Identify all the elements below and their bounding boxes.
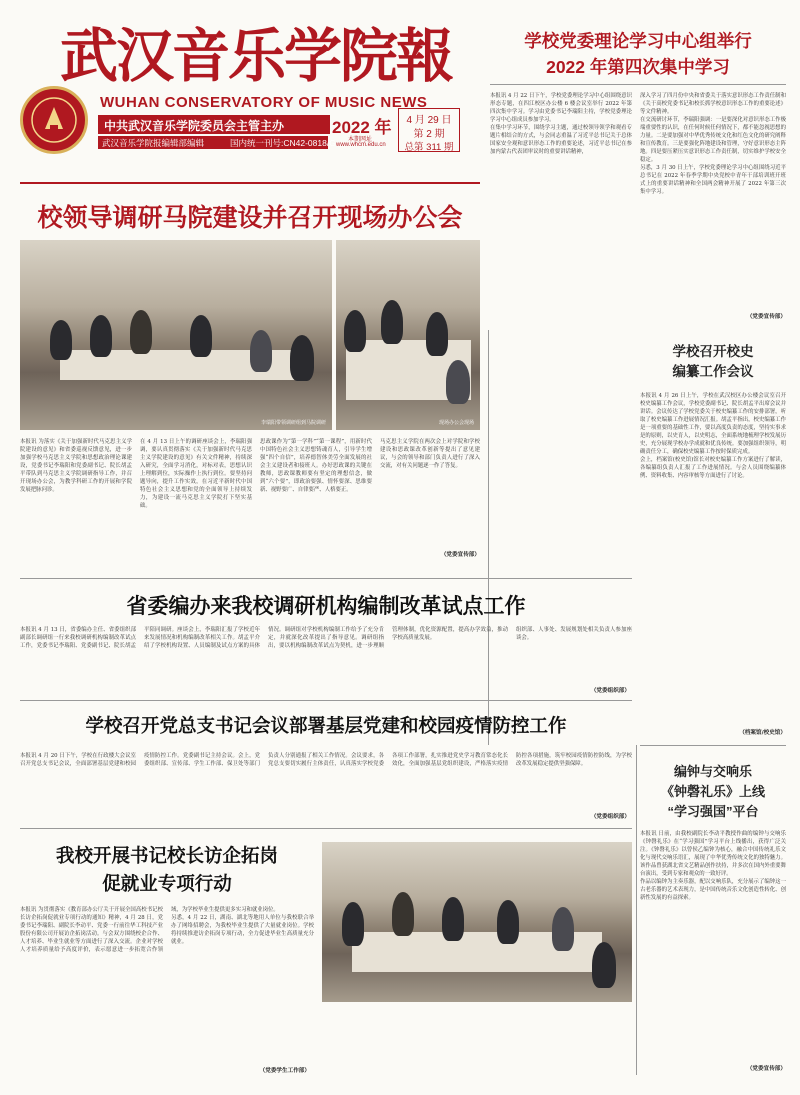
info-bar bbox=[98, 136, 336, 149]
article2-headline: 省委编办来我校调研机构编制改革试点工作 bbox=[126, 593, 526, 618]
article4-text: 本报讯 为贯彻落实《教育部办公厅关于开展全国高校书记校长访企拓岗促就业专项行动的通知》精神，4 月 28 日，党委书记李瑞阳、副院长李动平、党委一行前往华工科技产业股份有限公司开展访企拓岗活动。与会双方围绕校企合作、人才培养、毕业生就业等方面进行了深入交流。企业对学校人才培养质量给予高度评价，表示愿意进一步拓宽合作领域，为学校毕业生提供更多实习和就业岗位。 另悉，4 月 22 日，湖南、湖北等地用人单位与我校联合举办了网络招聘会，为我校毕业生提供了大量就业岗位。学校将持续推进访企拓岗专项行动，全力促进毕业生高质量充分就业。 bbox=[20, 907, 314, 953]
article3-bottom-divider bbox=[20, 828, 632, 829]
article4-photo bbox=[322, 842, 632, 1002]
lead-col2: 在 4 月 13 日上午的调研座谈会上，李瑞阳强调，要认真贯彻落实《关于加强新时代马克思主义学院建设的意见》有关文件精神，持续深入研究，全面学习消化，对标对表，思想认识上理解到位，实际操作上执行到位。要坚持问题导向，提升工作实效，在习近平新时代中国特色社会主义思想和党的全面领导上持续发力，为建设一流马克思主义学院打下坚实基础。 bbox=[140, 439, 252, 509]
sponsor-bar bbox=[98, 115, 330, 134]
cn-number: 国内统一刊号:CN42-0818/G bbox=[230, 138, 336, 148]
masthead-title: 武汉音乐学院報 bbox=[60, 22, 453, 90]
site-url: www.whcm.edu.cn bbox=[336, 142, 386, 148]
lead-headline: 校领导调研马院建设并召开现场办公会 bbox=[37, 204, 463, 232]
masthead bbox=[20, 20, 475, 178]
top-right-col1: 本报讯 4 月 22 日下午，学校党委理论学习中心组围绕意识形态专题，在四江校区办公楼 6 楼会议室举行 2022 年第四次集中学习。学习由党委书记李瑞阳主持，学校党委理论学习中心组成员参加学习。 在集中学习环节，围绕学习主题，通过校领导领学和观看专题片相结合的方式，与会同志重温了习近平总书记关于总体国家安全观和意识形态工作的重要论述，习近平总书记在参加内蒙古代表团审议时的重要讲话精神， bbox=[490, 93, 632, 155]
masthead-rule bbox=[20, 182, 480, 184]
article3-credit: （党委组织部） bbox=[590, 814, 630, 820]
article3-text: 本报讯 4 月 20 日下午，学校在行政楼大会议室召开党总支书记会议，全面部署基层党建和校园疫情防控工作。党委副书记主持会议。会上，党委组织部、宣传部、学生工作部、保卫处等部门负责人分别通报了相关工作情况。会议要求，各党总支要切实履行主体责任，认真落实学校党委各项工作部署，扎实推进党史学习教育常态化长效化，全面加强基层党组织建设，严格落实疫情防控各项措施，筑牢校园疫情防控防线，为学校改革发展稳定提供坚强保障。 bbox=[20, 753, 632, 767]
side-news-text: 本报讯 4 月 26 日上午，学校在武汉校区办公楼会议室召开校史编纂工作会议，学校党委副书记、院长胡孟平出席会议并讲话。会议传达了学校党委关于校史编纂工作的安排部署，听取了校史编纂工作进展情况汇报。胡孟平指出，校史编纂工作是一项重要的基础性工作，要以高度负责的态度，坚持实事求是的原则，以史育人，以史明志，全面系统地梳理学校发展历史，充分展现学校办学成就和优良传统。要加强组织领导，明确责任分工，确保校史编纂工作按时保质完成。 会上，档案馆(校史馆)馆长对校史编纂工作方案进行了解读，各编纂组负责人汇报了工作进展情况。与会人员围绕编纂体例、资料收集、内容审核等方面进行了讨论。 bbox=[640, 393, 786, 479]
editor-text: 武汉音乐学院报编辑部编辑 bbox=[102, 138, 205, 148]
lead-photo-1-caption: 李瑞阳带领调研组到马院调研 bbox=[260, 420, 326, 426]
top-right-col2: 深入学习了四月份中央和省委关于落实意识形态工作责任制和《关于高校党委书记和校长抓学校意识形态工作的重要论述》等文件精神。 在交流研讨环节，李瑞阳强调：一是要深化对意识形态工作极端重要性的认识，在任何时候任何情况下，都不能忽视思想的力量。二是要加强对中华优秀传统文化和红色文化的研究阐释和宣传教育。三是要强化阵地建设和管理，守好意识形态主阵地。四是要压紧压实意识形态工作责任制，切实维护学校安全稳定。 另悉，3 月 30 日上午，学校党委理论学习中心组围绕习近平总书记在 2022 年春季学期中央党校中青年干部培训班开班式上的重要讲话精神和全国两会精神开展了 2022 年第三次集中学习。 bbox=[640, 93, 786, 195]
emblem-icon bbox=[23, 89, 85, 151]
lead-col1: 本报讯 为落实《关于加强新时代马克思主义学院建设的意见》和省委巡视反馈意见，进一步加强学校马克思主义学院和思想政治理论课建设，党委书记李瑞阳和党委副书记、院长胡孟平带队到马克思主义学院调研指导工作，并召开现场办公会，为教学科研工作的开展和学院发展把脉问诊。 bbox=[20, 439, 132, 493]
side2-top-divider bbox=[640, 745, 786, 746]
sponsor-text: 中共武汉音乐学院委员会主管主办 bbox=[104, 119, 285, 133]
school-emblem bbox=[20, 86, 88, 154]
article3-headline: 学校召开党总支书记会议部署基层党建和校园疫情防控工作 bbox=[85, 716, 567, 737]
top-right-headline: 学校党委理论学习中心组举行 2022 年第四次集中学习 bbox=[524, 31, 752, 77]
side2-credit: （党委宣传部） bbox=[746, 1066, 786, 1072]
article4-headline: 我校开展书记校长访企拓岗 促就业专项行动 bbox=[55, 845, 278, 894]
lead-photo-1 bbox=[20, 240, 332, 430]
masthead-english: WUHAN CONSERVATORY OF MUSIC NEWS bbox=[100, 94, 428, 111]
lead-photo-2 bbox=[336, 240, 480, 430]
total-issue: 总第 311 期 bbox=[404, 142, 454, 153]
article4-credit: （党委学生工作部） bbox=[259, 1068, 310, 1074]
side2-left-divider bbox=[636, 745, 637, 1075]
lead-col3: 思政课作为“第一学科”“第一课程”，用新时代中国特色社会主义思想铸魂育人，引导学生增强“四个自信”，培养德智体美劳全面发展的社会主义建设者和接班人。办好思政课的关键在教师，思政课教师要有坚定的理想信念，做到“六个要”，即政治要强、情怀要深、思维要新、视野要广、自律要严、人格要正。 bbox=[260, 439, 372, 493]
lead-bottom-divider bbox=[20, 578, 632, 579]
article2-text: 本报讯 4 月 13 日，省委编办主任、省委组织部副部长调研组一行来我校调研机构编制改革试点工作，党委书记李瑞阳、党委副书记、院长胡孟平陪同调研。座谈会上，李瑞阳汇报了学校近年来发展情况和机构编制改革相关工作。胡孟平介绍了学校机构设置、人员编制及试点方案的具体情况。调研组对学校机构编制工作给予了充分肯定，并就深化改革提出了指导意见。调研组指出，要以机构编制改革试点为契机，进一步理顺管理体制，优化资源配置，提高办学效益，推动学校高质量发展。 组织部、人事处、发展规划处相关负责人参加座谈会。 bbox=[20, 627, 632, 649]
side-news-credit: （档案馆/校史馆） bbox=[739, 730, 786, 736]
site-label: 本期网址 bbox=[348, 137, 373, 143]
issue-date: 4 月 29 日 bbox=[406, 115, 452, 126]
article2-bottom-divider bbox=[20, 700, 632, 701]
top-right-divider bbox=[490, 84, 786, 85]
side2-text: 本报讯 日前，由我校副院长李动平教授作曲的编钟与交响乐《钟磬礼乐》在“学习强国”学习平台上线播出，获得广泛关注。《钟磬礼乐》以曾侯乙编钟为核心，融合中国传统礼乐文化与现代交响乐语汇，展现了中华优秀传统文化的独特魅力。该作品曾获湖北省文艺精品创作扶持，并多次在国内外重要舞台演出，受到专家和观众的一致好评。 作品以编钟为主奏乐器，配以交响乐队，充分展示了编钟这一古老乐器的艺术表现力，是中国传统音乐文化创造性转化、创新性发展的有益探索。 bbox=[640, 831, 786, 901]
article2-credit: （党委组织部） bbox=[590, 688, 630, 694]
side2-headline: 编钟与交响乐 《钟磬礼乐》上线 “学习强国”平台 bbox=[660, 764, 765, 819]
side-news-headline: 学校召开校史 编纂工作会议 bbox=[672, 344, 754, 379]
date-box bbox=[398, 108, 460, 152]
year-label: 2022 年 bbox=[332, 118, 392, 137]
lead-col4: 马克思主义学院在两次会上对学院和学校建设和思政课改革创新等提出了意见建议，与会的领导和部门负责人进行了深入交流，对有关问题逐一作了答复。 bbox=[380, 439, 480, 469]
lead-photo-2-caption: 现场办公会现场 bbox=[438, 420, 474, 426]
top-right-credit: （党委宣传部） bbox=[746, 314, 786, 320]
lead-credit: （党委宣传部） bbox=[440, 552, 480, 558]
issue-number: 第 2 期 bbox=[413, 129, 445, 140]
